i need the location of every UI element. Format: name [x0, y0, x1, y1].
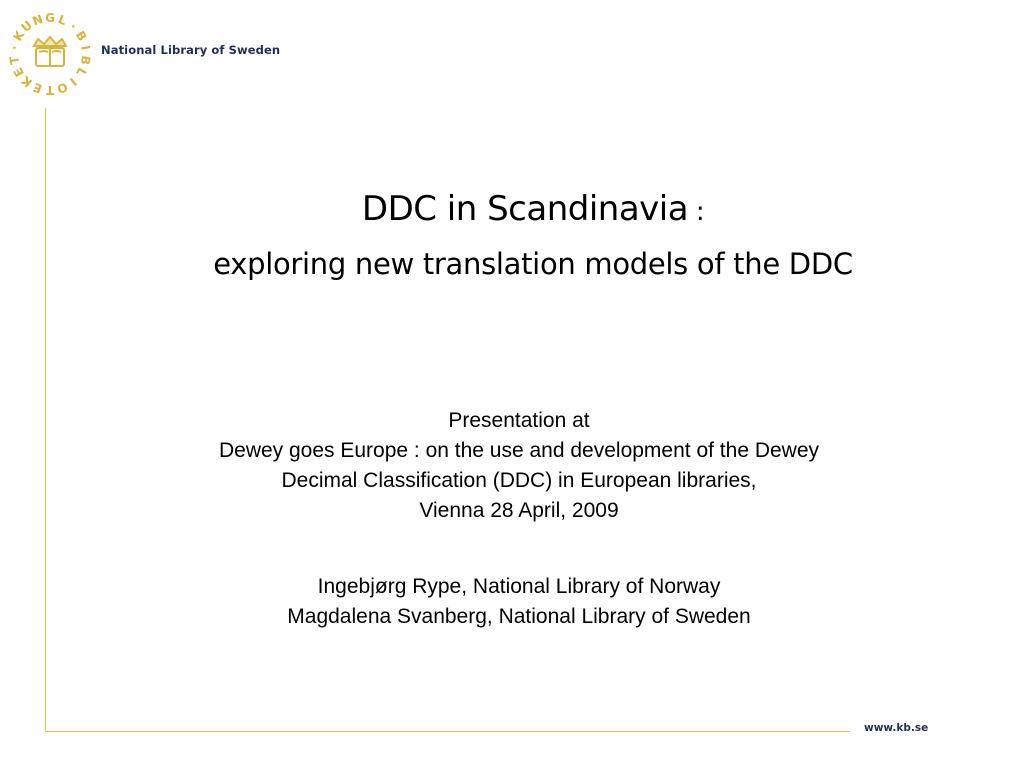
seal-letter: L	[73, 65, 90, 79]
seal-letter: B	[77, 54, 94, 66]
title-main: DDC in Scandinavia	[361, 189, 689, 229]
seal-letter: ·	[7, 44, 22, 52]
seal-letter: N	[30, 11, 45, 29]
seal-letter: I	[66, 74, 80, 89]
seal-letter: K	[18, 73, 35, 90]
seal-letter: T	[45, 83, 55, 97]
seal-letter: O	[55, 79, 70, 97]
institution-name: National Library of Sweden	[101, 43, 281, 57]
author-line: Magdalena Svanberg, National Library of Sweden	[287, 605, 751, 628]
seal-letter: B	[72, 28, 90, 44]
frame-horizontal-line	[45, 731, 850, 732]
title-suffix: :	[688, 197, 705, 227]
title-line-2: exploring new translation models of the DDC	[213, 247, 853, 281]
authors	[46, 572, 992, 632]
seal-letter: K	[10, 28, 28, 44]
presentation-line: Vienna 28 April, 2009	[419, 499, 619, 522]
presentation-line: Decimal Classification (DDC) in European libraries,	[281, 469, 757, 492]
footer-url[interactable]: www.kb.se	[864, 722, 929, 734]
seal-letter: ·	[66, 19, 80, 34]
slide-title	[46, 185, 1020, 292]
seal-letter: E	[31, 79, 44, 96]
seal-letter: L	[56, 12, 69, 29]
seal-letter: I	[78, 44, 93, 52]
crown-book-icon	[34, 37, 66, 66]
presentation-details	[46, 406, 992, 526]
author-line: Ingebjørg Rype, National Library of Norway	[317, 575, 721, 598]
seal-letter: U	[18, 17, 36, 35]
seal-letter: E	[10, 64, 27, 80]
presentation-line: Dewey goes Europe : on the use and development of the Dewey	[218, 439, 820, 462]
title-line-1	[46, 185, 1020, 236]
presentation-line: Presentation at	[448, 409, 590, 432]
seal-letter: G	[45, 11, 55, 25]
seal-letter: T	[6, 55, 23, 66]
kungl-biblioteket-seal-logo	[4, 8, 96, 100]
